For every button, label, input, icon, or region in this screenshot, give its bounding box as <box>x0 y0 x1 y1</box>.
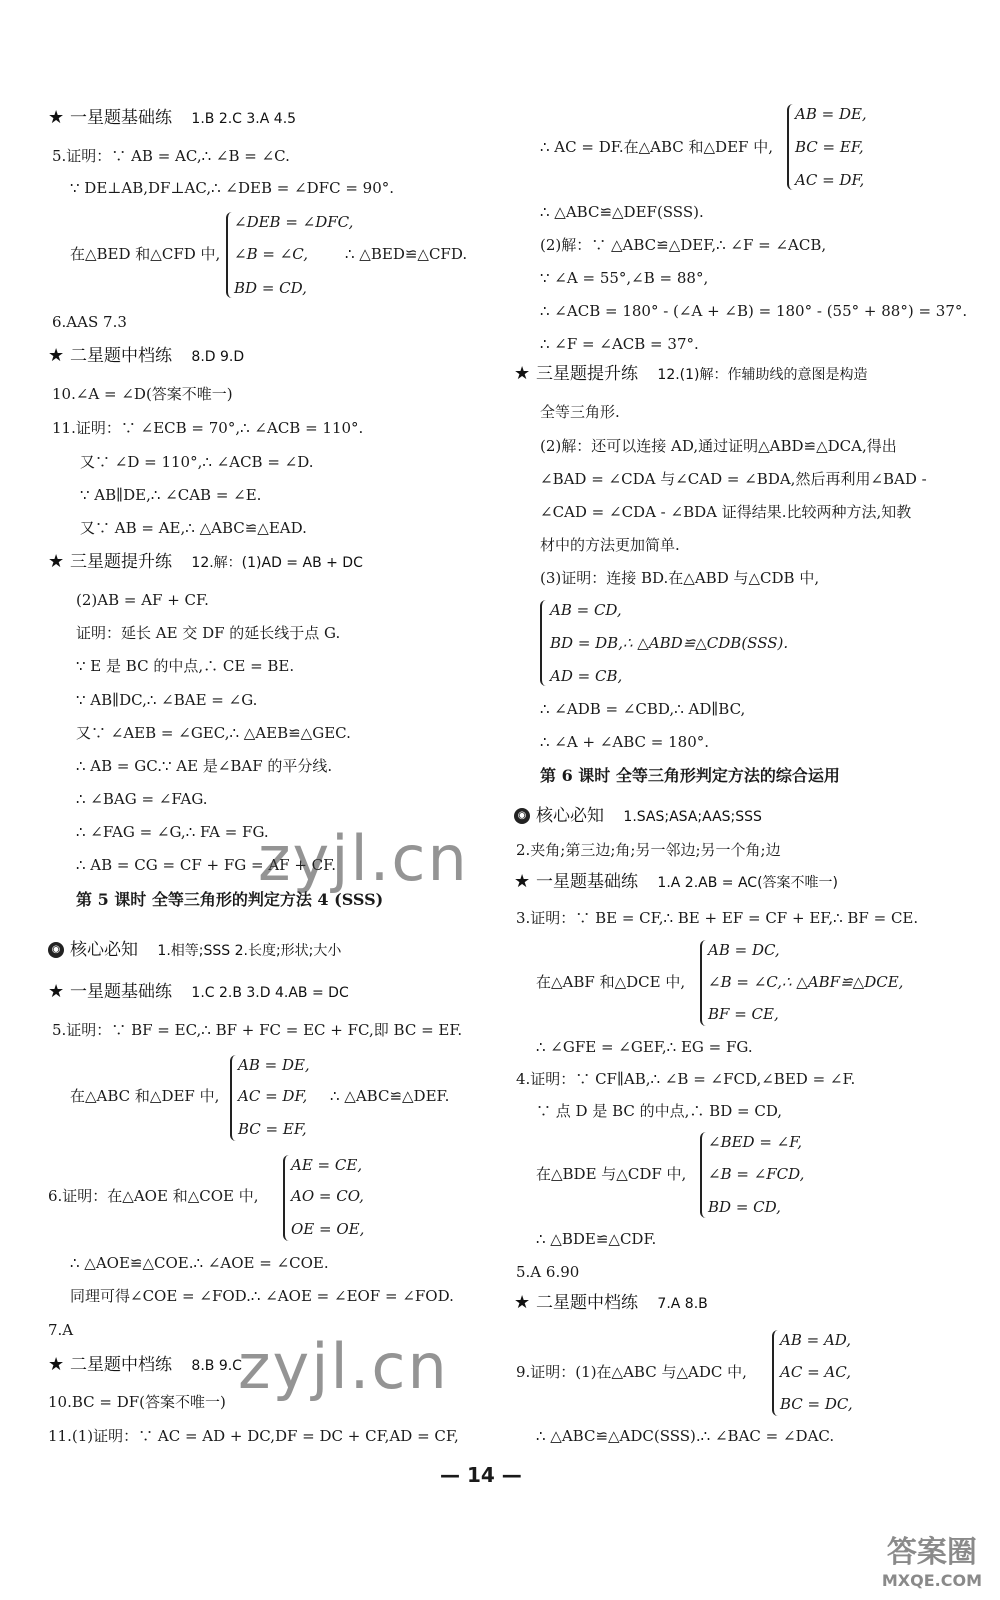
lesson-title: 第 6 课时 全等三角形判定方法的综合运用 <box>540 766 840 785</box>
watermark: zyjl.cn <box>238 1330 449 1403</box>
answer-line: 在△ABF 和△DCE 中, <box>536 973 686 991</box>
answer-line: ∴ △BED≌△CFD. <box>345 245 468 263</box>
answer-line: 3.证明：∵ BE = CF,∴ BE + EF = CF + EF,∴ BF = CE. <box>516 909 919 927</box>
answer-line: 6.证明：在△AOE 和△COE 中, <box>48 1187 259 1205</box>
answer-line: 6.AAS 7.3 <box>52 313 127 331</box>
brace-line: BF = CE, <box>708 1005 779 1023</box>
brace-line: AC = DF, <box>795 171 865 189</box>
answer-line: ∵ AB∥DC,∴ ∠BAE = ∠G. <box>76 691 258 709</box>
brace-line: BC = EF, <box>238 1120 307 1138</box>
brace-line: BC = EF, <box>795 138 864 156</box>
brace <box>787 104 795 190</box>
brace <box>230 1055 238 1141</box>
answer-line: ∵ AB∥DE,∴ ∠CAB = ∠E. <box>80 486 262 504</box>
brace-line: AO = CO, <box>291 1187 364 1205</box>
brace-line: AB = DC, <box>708 941 780 959</box>
brace <box>772 1330 780 1416</box>
brace-line: BD = DB,∴ △ABD≌△CDB(SSS). <box>550 634 789 652</box>
section-header: ★ 一星题基础练 1.A 2.AB = AC(答案不唯一) <box>514 871 838 892</box>
section-header: ◉ 核心必知 1.相等;SSS 2.长度;形状;大小 <box>48 940 341 961</box>
answer-line: (2)解：还可以连接 AD,通过证明△ABD≌△DCA,得出 <box>540 437 897 455</box>
brace-line: ∠B = ∠C,∴ △ABF≌△DCE, <box>708 973 904 991</box>
answer-line: 4.证明：∵ CF∥AB,∴ ∠B = ∠FCD,∠BED = ∠F. <box>516 1070 856 1088</box>
section-header: ★ 二星题中档练 8.D 9.D <box>48 345 245 366</box>
answer-line: 同理可得∠COE = ∠FOD.∴ ∠AOE = ∠EOF = ∠FOD. <box>70 1287 454 1305</box>
logo-title: 答案圈 <box>886 1535 977 1570</box>
answer-line: ∴ ∠A + ∠ABC = 180°. <box>540 733 709 751</box>
answer-line: 7.A <box>48 1321 74 1339</box>
answer-line: 11.(1)证明：∵ AC = AD + DC,DF = DC + CF,AD = CF, <box>48 1427 459 1445</box>
star-icon: ★ <box>514 871 531 892</box>
answer-line: 2.夹角;第三边;角;另一邻边;另一个角;边 <box>516 841 781 859</box>
star-icon: ★ <box>48 551 65 572</box>
answer-line: ∴ △ABC≌△DEF. <box>330 1087 450 1105</box>
answer-line: ∴ AB = GC.∵ AE 是∠BAF 的平分线. <box>76 757 333 775</box>
answer-line: 5.证明：∵ AB = AC,∴ ∠B = ∠C. <box>52 147 290 165</box>
answer-line: ∴ ∠GFE = ∠GEF,∴ EG = FG. <box>536 1038 753 1056</box>
section-header: ★ 三星题提升练 12.(1)解：作辅助线的意图是构造 <box>514 363 868 384</box>
answer-line: ∵ DE⊥AB,DF⊥AC,∴ ∠DEB = ∠DFC = 90°. <box>70 179 395 197</box>
answer-line: 全等三角形. <box>540 403 620 421</box>
brace-line: AD = CB, <box>550 667 623 685</box>
star-icon: ★ <box>514 1292 531 1313</box>
section-header: ◉ 核心必知 1.SAS;ASA;AAS;SSS <box>514 806 762 827</box>
answer-line: 在△BED 和△CFD 中, <box>70 245 221 263</box>
answer-line: 在△ABC 和△DEF 中, <box>70 1087 220 1105</box>
brace-line: BD = CD, <box>234 279 307 297</box>
brace-line: AE = CE, <box>291 1156 363 1174</box>
answer-line: ∴ ∠ACB = 180° - (∠A + ∠B) = 180° - (55° + 88°) = 37°. <box>540 302 968 320</box>
answer-line: (2)AB = AF + CF. <box>76 591 209 609</box>
answer-line: 材中的方法更加简单. <box>540 536 680 554</box>
brace-line: ∠BED = ∠F, <box>708 1133 803 1151</box>
answer-line: 5.证明：∵ BF = EC,∴ BF + FC = EC + FC,即 BC = EF. <box>52 1021 463 1039</box>
star-icon: ★ <box>48 1354 65 1375</box>
answer-line: 11.证明：∵ ∠ECB = 70°,∴ ∠ACB = 110°. <box>52 419 364 437</box>
answer-line: ∠BAD = ∠CDA 与∠CAD = ∠BDA,然后再利用∠BAD - <box>540 470 927 488</box>
watermark: zyjl.cn <box>258 822 469 895</box>
answer-line: ∴ AC = DF.在△ABC 和△DEF 中, <box>540 138 773 156</box>
section-header: ★ 二星题中档练 7.A 8.B <box>514 1292 708 1313</box>
answer-line: (2)解：∵ △ABC≌△DEF,∴ ∠F = ∠ACB, <box>540 236 827 254</box>
answer-line: 5.A 6.90 <box>516 1263 580 1281</box>
brace-line: AB = CD, <box>550 601 622 619</box>
answer-line: ∵ ∠A = 55°,∠B = 88°, <box>540 269 709 287</box>
section-header: ★ 三星题提升练 12.解：(1)AD = AB + DC <box>48 551 363 572</box>
answer-line: 10.∠A = ∠D(答案不唯一) <box>52 385 233 403</box>
page-number: — 14 — <box>440 1463 522 1487</box>
brace <box>226 212 234 298</box>
answer-line: (3)证明：连接 BD.在△ABD 与△CDB 中, <box>540 569 820 587</box>
star-icon: ★ <box>48 107 65 128</box>
brace-line: AC = DF, <box>238 1087 308 1105</box>
brace-line: BD = CD, <box>708 1198 781 1216</box>
brace <box>700 1132 708 1218</box>
answer-line: ∴ △ABC≌△DEF(SSS). <box>540 203 704 221</box>
answer-line: 又∵ ∠D = 110°,∴ ∠ACB = ∠D. <box>80 453 314 471</box>
answer-line: ∴ △ABC≌△ADC(SSS).∴ ∠BAC = ∠DAC. <box>536 1427 835 1445</box>
answer-line: 又∵ AB = AE,∴ △ABC≌△EAD. <box>80 519 307 537</box>
answer-line: ∴ ∠ADB = ∠CBD,∴ AD∥BC, <box>540 700 746 718</box>
answer-line: ∴ AB = CG = CF + FG = AF + CF. <box>76 856 336 874</box>
star-icon: ★ <box>514 363 531 384</box>
answer-line: ∴ ∠F = ∠ACB = 37°. <box>540 335 699 353</box>
section-header: ★ 一星题基础练 1.C 2.B 3.D 4.AB = DC <box>48 981 349 1002</box>
answer-line: ∴ △BDE≌△CDF. <box>536 1230 657 1248</box>
answer-line: 在△BDE 与△CDF 中, <box>536 1165 687 1183</box>
brace-line: AB = DE, <box>238 1056 310 1074</box>
brace-line: ∠DEB = ∠DFC, <box>234 213 354 231</box>
answer-line: ∵ E 是 BC 的中点,∴ CE = BE. <box>76 657 295 675</box>
answer-line: 10.BC = DF(答案不唯一) <box>48 1393 226 1411</box>
core-icon: ◉ <box>48 942 64 958</box>
brace <box>283 1155 291 1241</box>
answer-line: ∴ △AOE≌△COE.∴ ∠AOE = ∠COE. <box>70 1254 329 1272</box>
brace <box>540 600 548 686</box>
brace-line: ∠B = ∠C, <box>234 245 308 263</box>
answer-line: 9.证明：(1)在△ABC 与△ADC 中, <box>516 1363 747 1381</box>
core-icon: ◉ <box>514 808 530 824</box>
brace-line: OE = OE, <box>291 1220 365 1238</box>
answer-line: ∴ ∠FAG = ∠G,∴ FA = FG. <box>76 823 269 841</box>
answer-line: ∵ 点 D 是 BC 的中点,∴ BD = CD, <box>536 1102 783 1120</box>
star-icon: ★ <box>48 345 65 366</box>
section-header: ★ 二星题中档练 8.B 9.C <box>48 1354 242 1375</box>
answer-line: 证明：延长 AE 交 DF 的延长线于点 G. <box>76 624 341 642</box>
section-header: ★ 一星题基础练 1.B 2.C 3.A 4.5 <box>48 107 297 128</box>
brace-line: ∠B = ∠FCD, <box>708 1165 805 1183</box>
lesson-title: 第 5 课时 全等三角形的判定方法 4 (SSS) <box>76 890 384 909</box>
answer-line: ∴ ∠BAG = ∠FAG. <box>76 790 208 808</box>
brace-line: AB = AD, <box>780 1331 852 1349</box>
brace-line: AB = DE, <box>795 105 867 123</box>
brace-line: BC = DC, <box>780 1395 853 1413</box>
brace <box>700 940 708 1026</box>
brace-line: AC = AC, <box>780 1363 851 1381</box>
answer-line: ∠CAD = ∠CDA - ∠BDA 证得结果.比较两种方法,知教 <box>540 503 912 521</box>
answer-line: 又∵ ∠AEB = ∠GEC,∴ △AEB≌△GEC. <box>76 724 351 742</box>
star-icon: ★ <box>48 981 65 1002</box>
logo-domain: MXQE.COM <box>881 1571 982 1590</box>
site-logo <box>882 1527 982 1590</box>
